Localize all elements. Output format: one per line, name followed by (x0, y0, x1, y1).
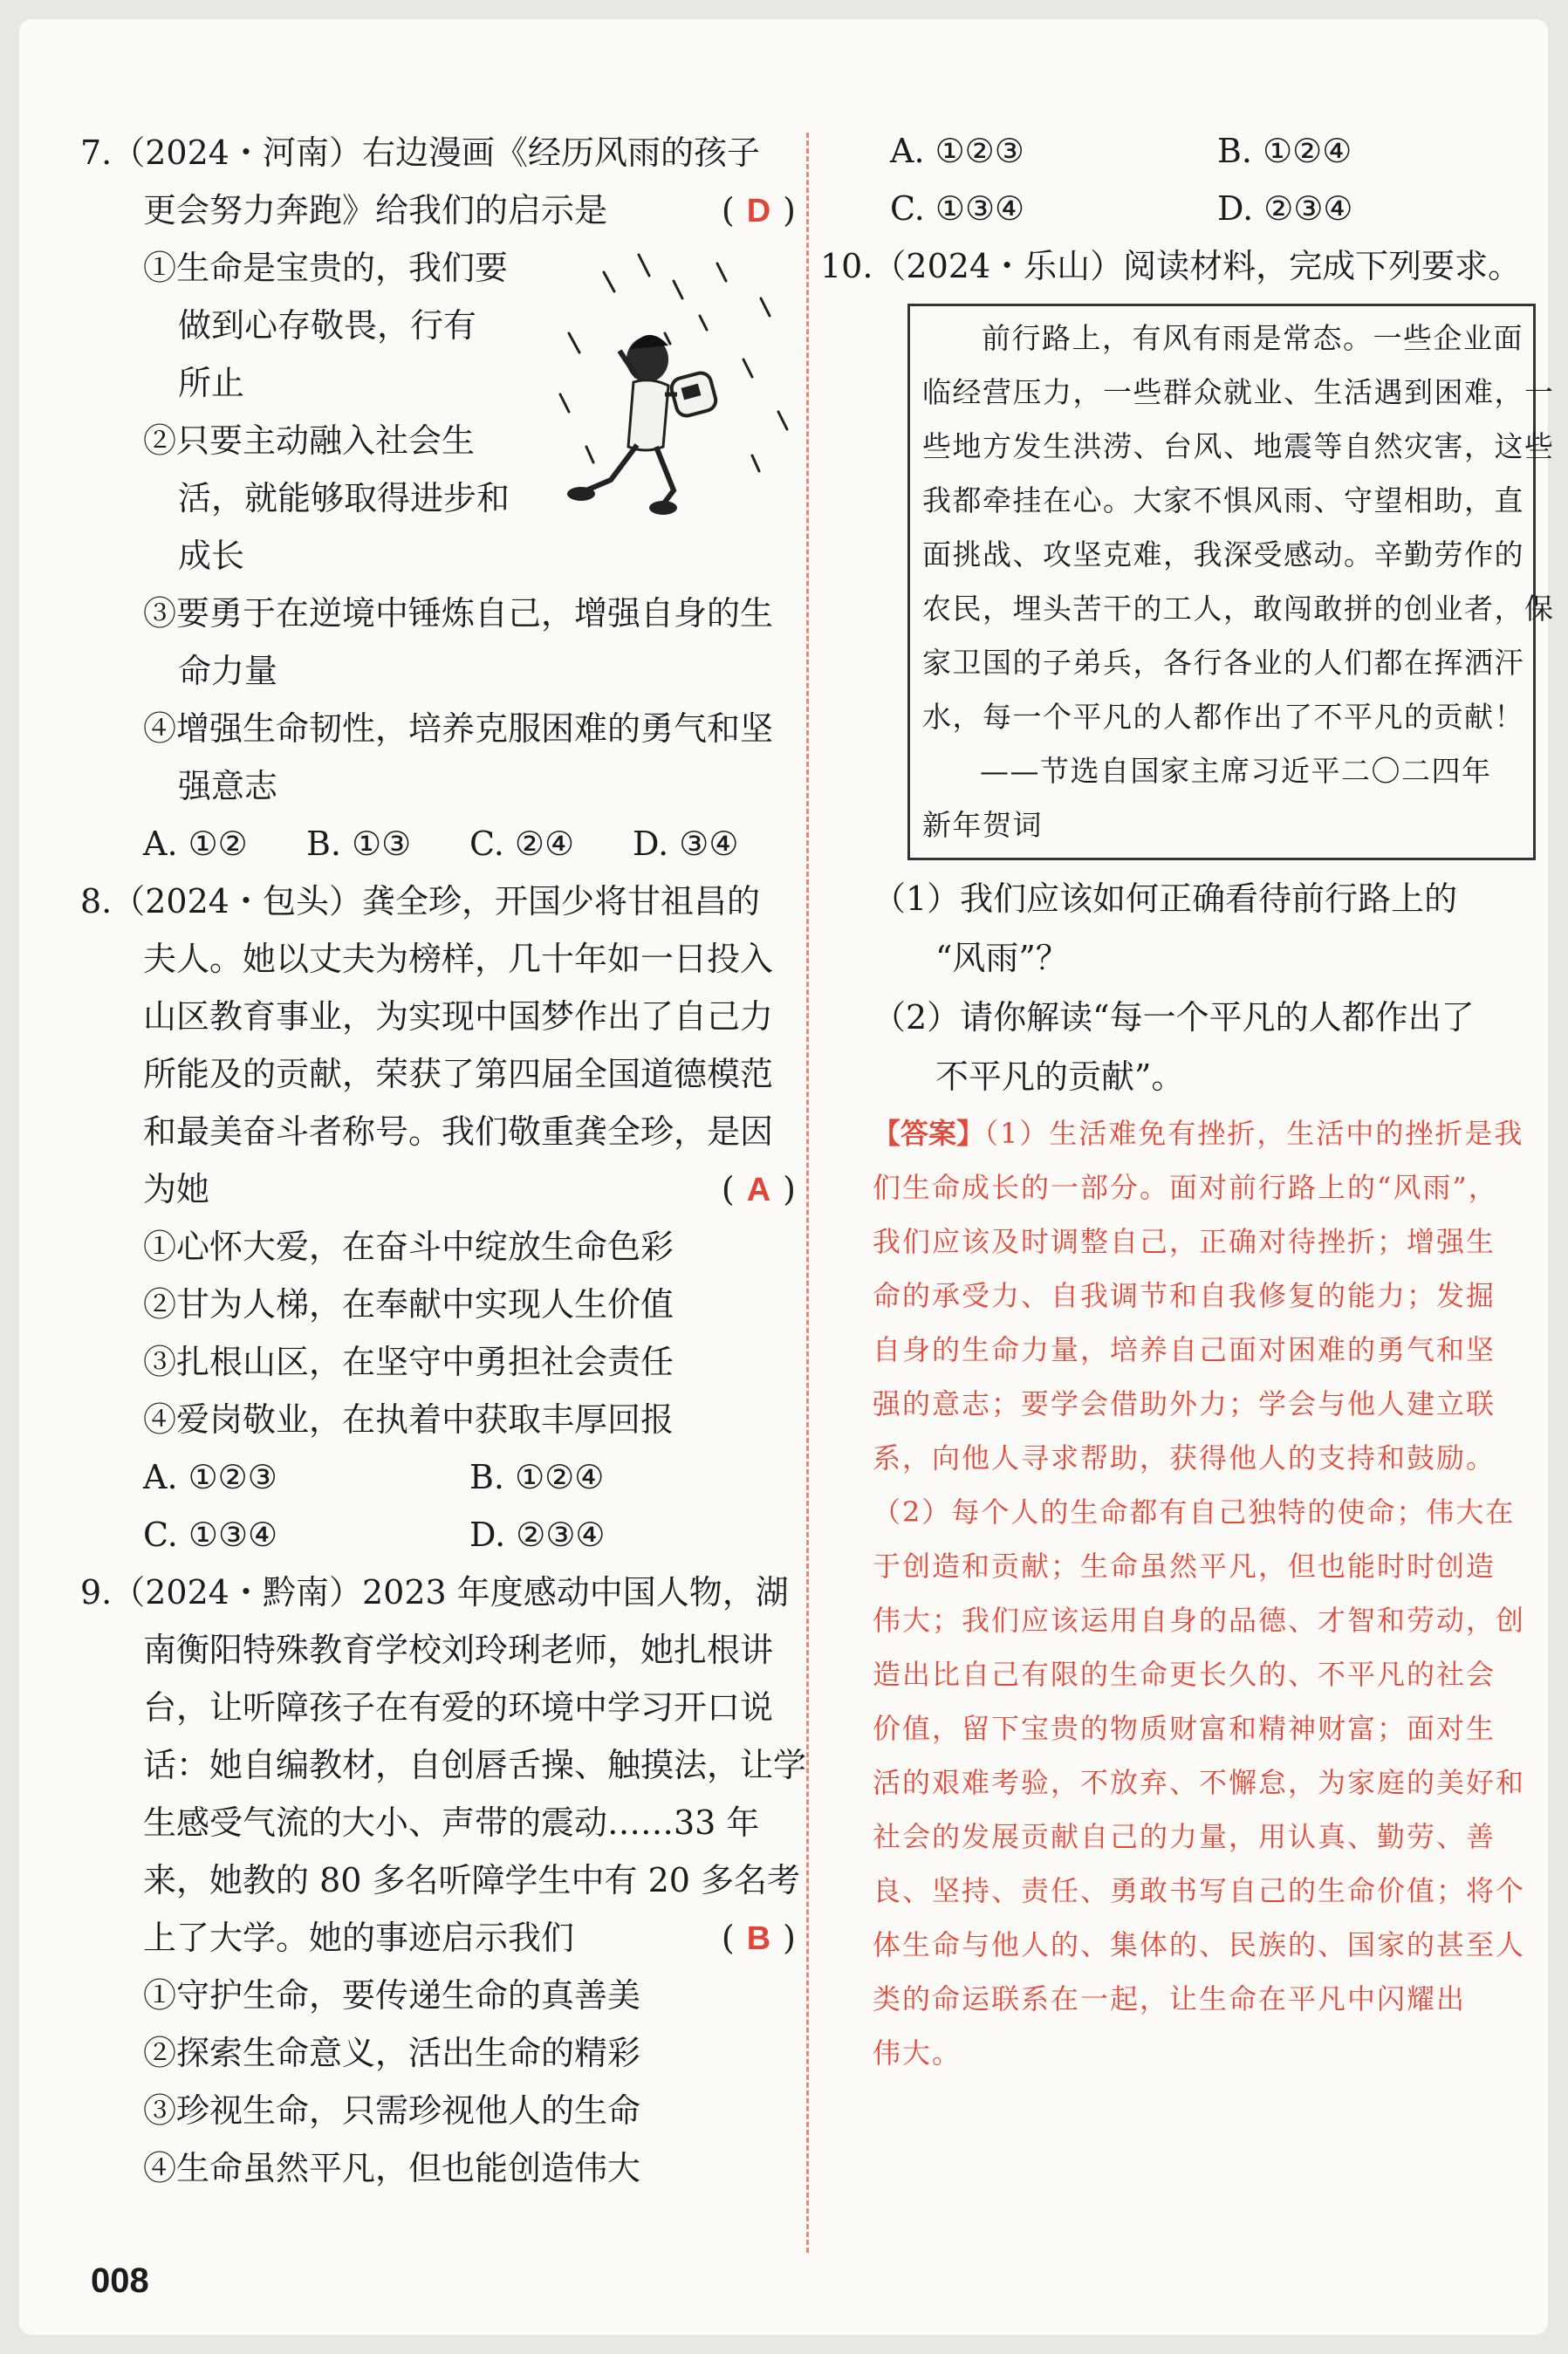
answer-line: （2）每个人的生命都有自己独特的使命；伟大在 (873, 1495, 1516, 1529)
q7-item: 强意志 (178, 767, 278, 805)
q9-stem-line: 9.（2024・黔南）2023 年度感动中国人物，湖 (80, 1573, 789, 1612)
left-column (80, 124, 807, 2197)
q9-stem-line: 台，让听障孩子在有爱的环境中学习开口说 (143, 1688, 774, 1727)
q8-stem-line: 和最美奋斗者称号。我们敬重龚全珍，是因 (143, 1112, 774, 1151)
q9-stem-line-last (80, 1909, 796, 1967)
workbook-page (19, 19, 1555, 2335)
q10-material-box (907, 304, 1555, 860)
answer-line: 价值，留下宝贵的物质财富和精神财富；面对生 (873, 1712, 1496, 1745)
answer-text: （1）生活难免有挫折，生活中的挫折是我 (984, 1117, 1524, 1150)
q9-option-d: D. ②③④ (1217, 189, 1353, 228)
material-line: 农民，埋头苦干的工人，敢闯敢拼的创业者，保 (922, 592, 1555, 626)
answer-line: 自身的生命力量，培养自己面对困难的勇气和坚 (873, 1333, 1496, 1366)
q8-options-row-2 (80, 1506, 796, 1564)
answer-line (820, 1106, 1544, 1160)
q8-stem-line: 8.（2024・包头）龚全珍，开国少将甘祖昌的 (80, 882, 760, 920)
q7-item: 所止 (178, 364, 245, 402)
answer-line: 系，向他人寻求帮助，获得他人的支持和鼓励。 (873, 1441, 1496, 1475)
q9-stem-line: 来，她教的 80 多名听障学生中有 20 多名考 (143, 1861, 801, 1899)
running-child-in-rain-cartoon (543, 246, 805, 543)
material-line: 临经营压力，一些群众就业、生活遇到困难，一 (922, 375, 1555, 409)
material-line: 水，每一个平凡的人都作出了不平凡的贡献！ (922, 700, 1524, 734)
q7-option-b: B. ①③ (306, 825, 412, 863)
q9-answer-bracket: ( B ) (721, 1919, 796, 1957)
q7-option-d: D. ③④ (633, 825, 739, 863)
q9-stem-line: 话：她自编教材，自创唇舌操、触摸法，让学 (143, 1746, 807, 1784)
q7-answer-bracket: ( D ) (721, 191, 796, 229)
material-source: ——节选自国家主席习近平二〇二四年 (980, 754, 1492, 788)
q9-stem-line: 南衡阳特殊教育学校刘玲琍老师，她扎根讲 (143, 1631, 774, 1669)
answer-line: 造出比自己有限的生命更长久的、不平凡的社会 (873, 1658, 1496, 1691)
q9-item: ③珍视生命，只需珍视他人的生命 (143, 2091, 641, 2130)
answer-line: 于创造和贡献；生命虽然平凡，但也能时时创造 (873, 1550, 1496, 1583)
q9-item: ④生命虽然平凡，但也能创造伟大 (143, 2149, 641, 2187)
q8-item: ②甘为人梯，在奉献中实现人生价值 (143, 1285, 674, 1324)
q8-stem-line-last (80, 1160, 796, 1218)
answer-line: 强的意志；要学会借助外力；学会与他人建立联 (873, 1387, 1496, 1420)
q7-item: 做到心存敬畏，行有 (178, 306, 477, 345)
q7-options (80, 815, 796, 872)
material-line: 面挑战、攻坚克难，我深受感动。辛勤劳作的 (922, 537, 1524, 571)
material-line: 家卫国的子弟兵，各行各业的人们都在挥洒汗 (922, 646, 1524, 680)
q8-options-row-1 (80, 1448, 796, 1506)
answer-tag: 【答案】 (873, 1117, 985, 1150)
q8-answer: A (746, 1172, 771, 1208)
page-number: 008 (91, 2262, 149, 2300)
q8-answer-bracket: ( A ) (721, 1170, 796, 1208)
q7-stem-line-1: 7.（2024・河南）右边漫画《经历风雨的孩子 (80, 133, 760, 172)
q9-answer: B (746, 1920, 771, 1957)
q8-stem-line: 所能及的贡献，荣获了第四届全国道德模范 (143, 1055, 774, 1093)
q10-subquestion-2-cont: 不平凡的贡献”。 (935, 1057, 1185, 1096)
q8-stem-line: 山区教育事业，为实现中国梦作出了自己力 (143, 997, 774, 1036)
question-9 (80, 1564, 807, 2197)
q7-item: ②只要主动融入社会生 (143, 421, 476, 460)
answer-line: 伟大。 (873, 2036, 962, 2070)
q7-item: ①生命是宝贵的，我们要 (143, 249, 509, 287)
q9-option-c: C. ①③④ (890, 189, 1025, 228)
answer-line: 们生命成长的一部分。面对前行路上的“风雨”， (873, 1171, 1498, 1204)
q8-option-b: B. ①②④ (469, 1458, 605, 1496)
q10-subquestion-1-cont: “风雨”？ (935, 939, 1069, 977)
answer-line: 活的艰难考验，不放弃、不懈怠，为家庭的美好和 (873, 1766, 1526, 1799)
material-source-cont: 新年贺词 (922, 808, 1043, 842)
q7-item: 活，就能够取得进步和 (178, 479, 510, 517)
q9-stem-text: 上了大学。她的事迹启示我们 (143, 1919, 575, 1957)
q9-item: ②探索生命意义，活出生命的精彩 (143, 2034, 641, 2072)
q9-item: ①守护生命，要传递生命的真善美 (143, 1976, 641, 2015)
answer-line: 良、坚持、责任、勇敢书写自己的生命价值；将个 (873, 1874, 1526, 1907)
q7-answer: D (746, 193, 771, 229)
question-7 (80, 124, 796, 872)
q10-title: 10.（2024・乐山）阅读材料，完成下列要求。 (820, 247, 1522, 285)
q8-stem-line: 夫人。她以丈夫为榜样，几十年如一日投入 (143, 940, 774, 978)
q10-subquestion-1: （1）我们应该如何正确看待前行路上的 (873, 879, 1458, 918)
q7-stem-text: 更会努力奔跑》给我们的启示是 (143, 191, 608, 229)
answer-line: 我们应该及时调整自己，正确对待挫折；增强生 (873, 1225, 1496, 1258)
answer-line: 伟大；我们应该运用自身的品德、才智和劳动，创 (873, 1604, 1526, 1637)
q7-item: ③要勇于在逆境中锤炼自己，增强自身的生 (143, 594, 774, 633)
q9-options-row-1 (820, 122, 1544, 180)
q7-stem-line-2 (80, 181, 796, 239)
q9-stem-line: 生感受气流的大小、声带的震动……33 年 (143, 1803, 760, 1842)
q8-item: ③扎根山区，在坚守中勇担社会责任 (143, 1343, 674, 1381)
q8-option-a: A. ①②③ (143, 1458, 277, 1496)
answer-line: 社会的发展贡献自己的力量，用认真、勤劳、善 (873, 1820, 1496, 1853)
q10-subquestion-2: （2）请你解读“每一个平凡的人都作出了 (873, 998, 1475, 1037)
answer-line: 体生命与他人的、集体的、民族的、国家的甚至人 (873, 1928, 1526, 1961)
q8-item: ①心怀大爱，在奋斗中绽放生命色彩 (143, 1228, 674, 1266)
q8-stem-text: 为她 (143, 1170, 210, 1208)
question-8 (80, 872, 796, 1564)
material-line: 些地方发生洪涝、台风、地震等自然灾害，这些 (922, 429, 1555, 463)
material-line: 前行路上，有风有雨是常态。一些企业面 (982, 321, 1523, 355)
q8-option-d: D. ②③④ (469, 1516, 606, 1554)
q7-item: 命力量 (178, 652, 278, 690)
q9-option-a: A. ①②③ (890, 132, 1024, 170)
right-column (820, 122, 1555, 2080)
q9-option-b: B. ①②④ (1217, 132, 1352, 170)
q9-options-row-2 (820, 180, 1544, 237)
q7-item: 成长 (178, 537, 245, 575)
answer-line: 命的承受力、自我调节和自我修复的能力；发掘 (873, 1279, 1496, 1312)
q7-option-a: A. ①② (143, 825, 248, 863)
q8-item: ④爱岗敬业，在执着中获取丰厚回报 (143, 1400, 674, 1439)
answer-line: 类的命运联系在一起，让生命在平凡中闪耀出 (873, 1982, 1467, 2015)
column-divider (806, 133, 809, 2253)
material-line: 我都牵挂在心。大家不惧风雨、守望相助，直 (922, 483, 1524, 517)
q10-answer-block (820, 1106, 1544, 2080)
q7-item: ④增强生命韧性，培养克服困难的勇气和坚 (143, 709, 774, 748)
q8-option-c: C. ①③④ (143, 1516, 278, 1554)
q7-option-c: C. ②④ (469, 825, 575, 863)
